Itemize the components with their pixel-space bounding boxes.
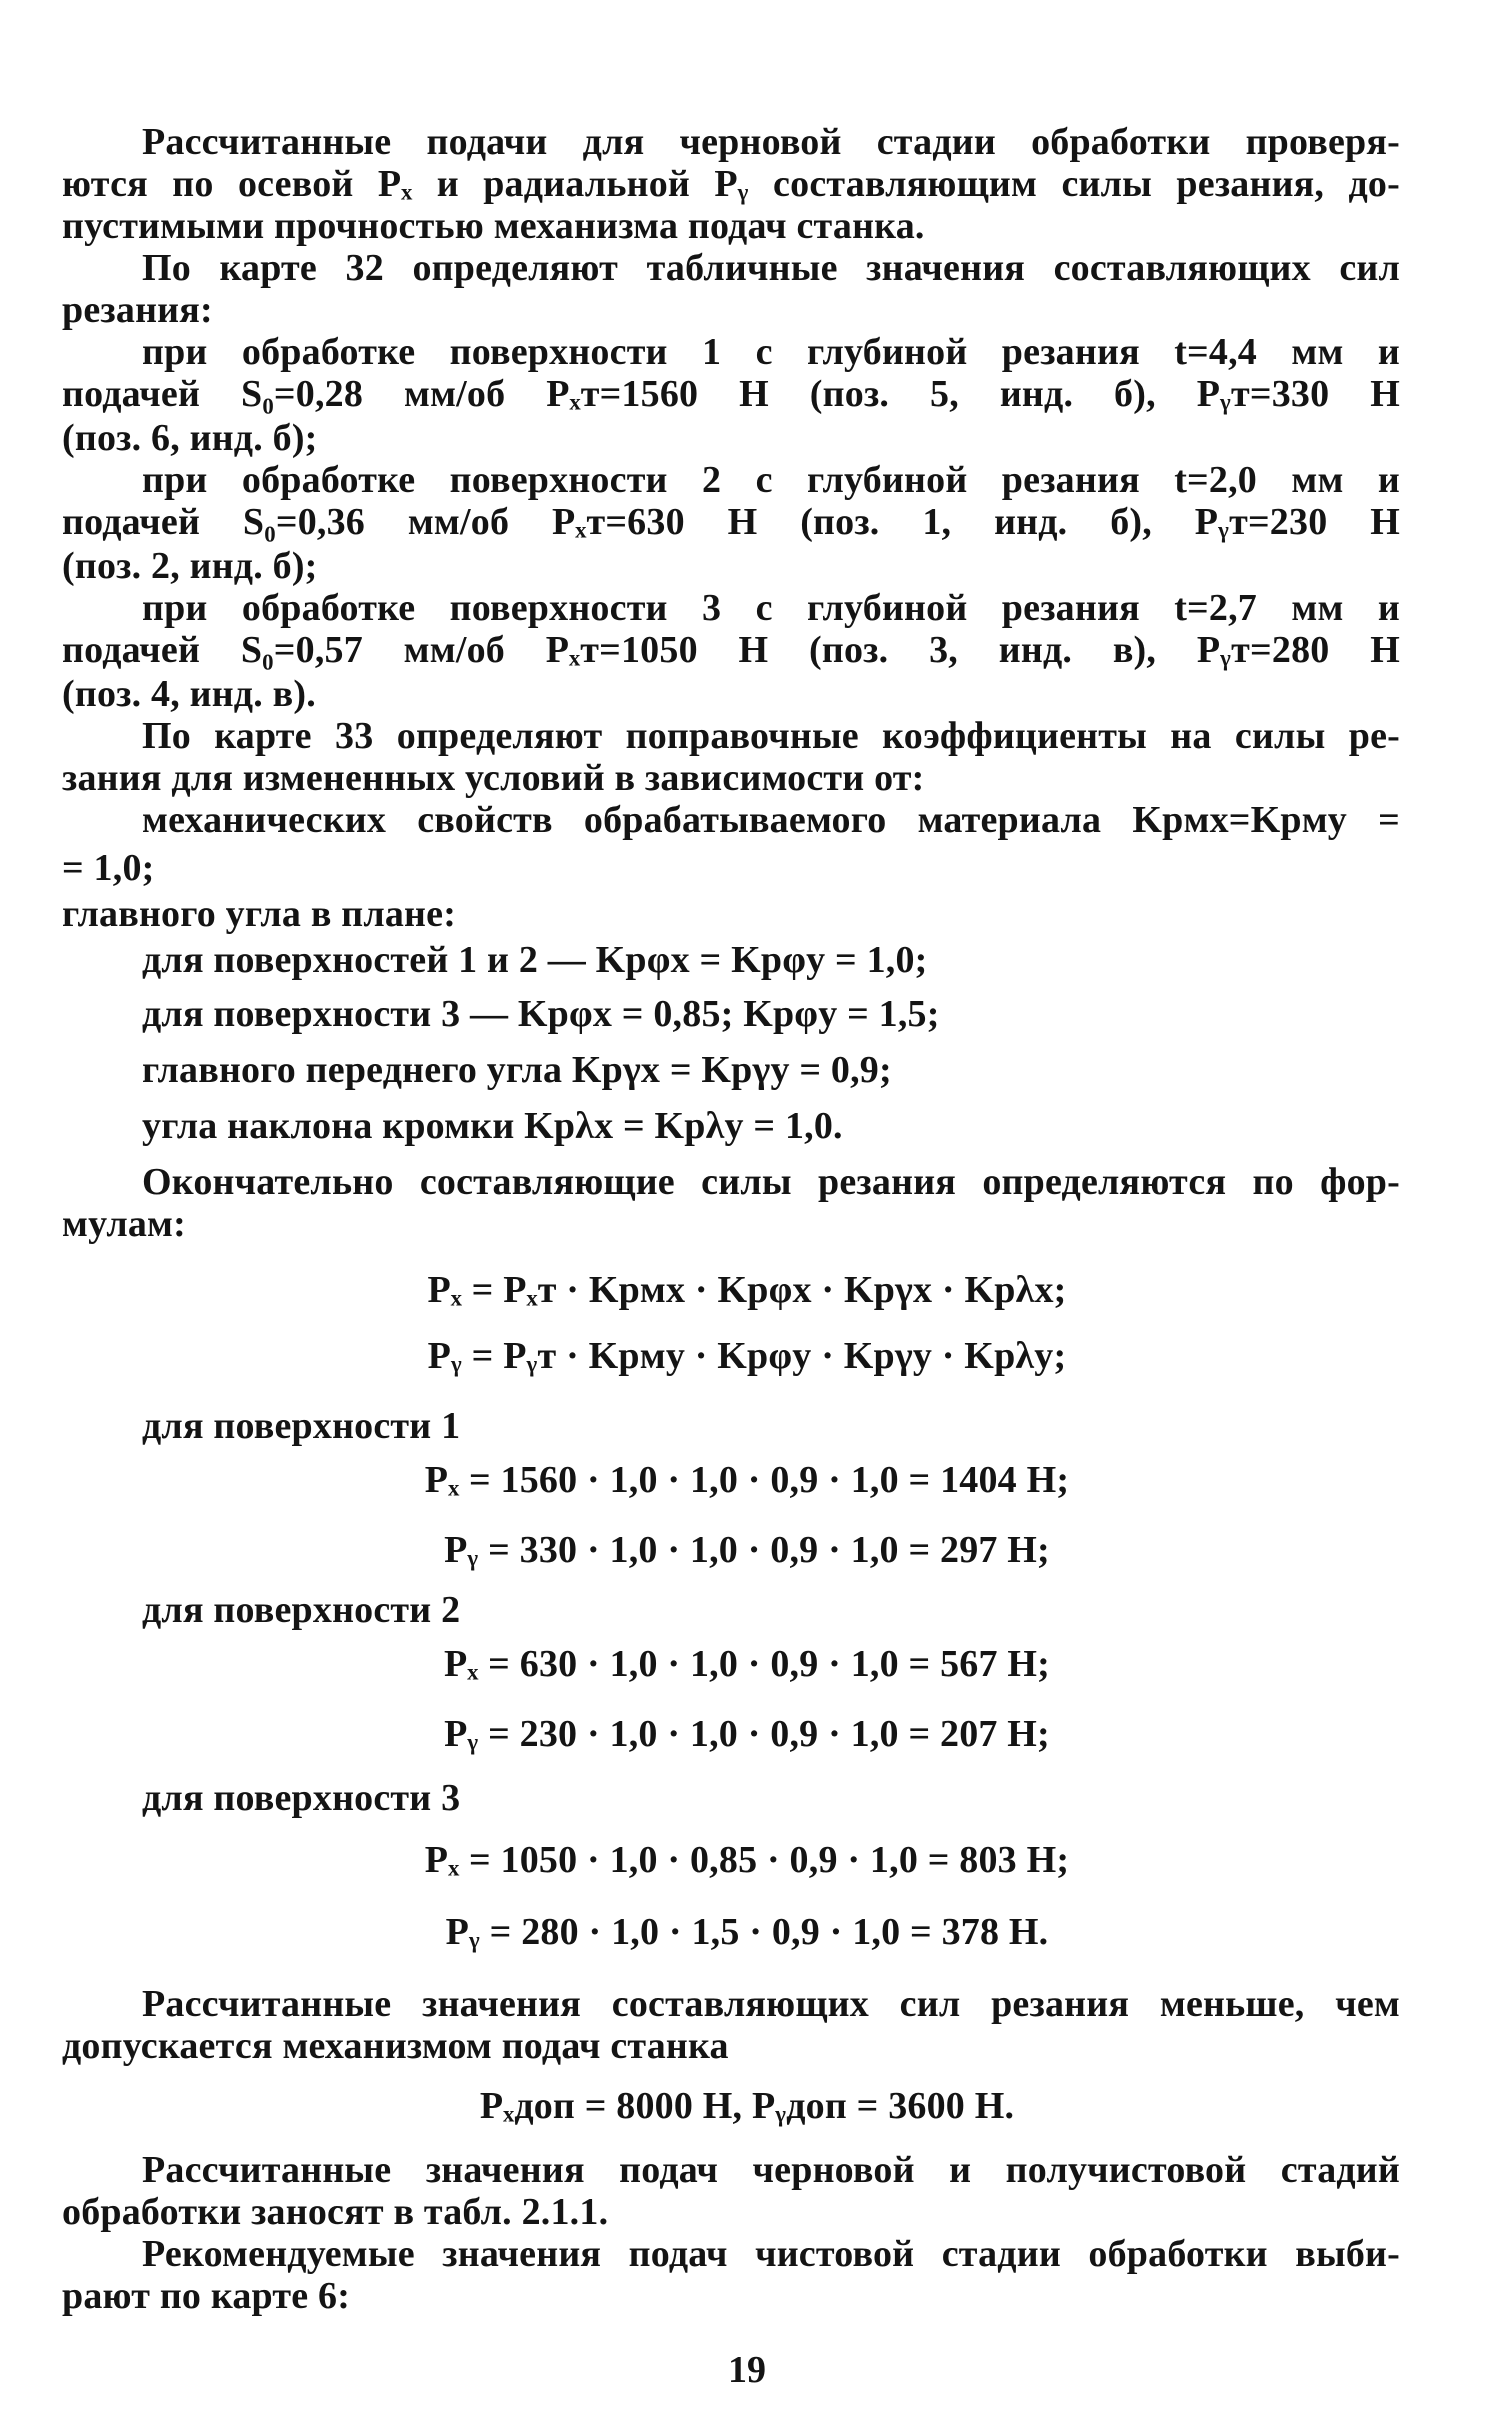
equation: Pₓ = 1050 · 1,0 · 0,85 · 0,9 · 1,0 = 803 Н; (424, 1839, 1070, 1881)
formula-px: Pₓ = Pₓт · Kpмx · Kpφx · Kpγx · Kpλx; (427, 1269, 1067, 1311)
text-line: резания: (62, 289, 213, 331)
text-line: зания для измененных условий в зависимости от: (62, 757, 925, 799)
text-line: пустимыми прочностью механизма подач станка. (62, 205, 925, 247)
text-line: подачей S₀=0,28 мм/об Pₓт=1560 Н (поз. 5, инд. б), Pᵧт=330 Н (62, 373, 1400, 415)
surface-heading: для поверхности 3 (142, 1777, 461, 1819)
text-line: для поверхностей 1 и 2 — Kpφx = Kpφy = 1,0; (142, 939, 928, 981)
surface-heading: для поверхности 2 (142, 1589, 461, 1631)
text-line: (поз. 6, инд. б); (62, 417, 318, 459)
text-line: Рассчитанные значения составляющих сил резания меньше, чем (142, 1983, 1400, 2025)
text-line: ются по осевой Pₓ и радиальной Pᵧ составляющим силы резания, до- (62, 163, 1400, 205)
equation: Pᵧ = 280 · 1,0 · 1,5 · 0,9 · 1,0 = 378 Н. (445, 1911, 1049, 1953)
text-line: мулам: (62, 1203, 186, 1245)
text-line: (поз. 4, инд. в). (62, 673, 316, 715)
text-line: По карте 33 определяют поправочные коэффициенты на силы ре- (142, 715, 1400, 757)
text-line: = 1,0; (62, 847, 155, 889)
text-line: при обработке поверхности 1 с глубиной резания t=4,4 мм и (142, 331, 1400, 373)
page-number: 19 (728, 2349, 766, 2391)
text-line: при обработке поверхности 3 с глубиной резания t=2,7 мм и (142, 587, 1400, 629)
text-line: угла наклона кромки Kpλx = Kpλy = 1,0. (142, 1105, 843, 1147)
text-line: По карте 32 определяют табличные значения составляющих сил (142, 247, 1400, 289)
text-line: подачей S₀=0,36 мм/об Pₓт=630 Н (поз. 1, инд. б), Pᵧт=230 Н (62, 501, 1400, 543)
text-line: при обработке поверхности 2 с глубиной резания t=2,0 мм и (142, 459, 1400, 501)
equation: Pₓ = 1560 · 1,0 · 1,0 · 0,9 · 1,0 = 1404 Н; (424, 1459, 1070, 1501)
text-line: рают по карте 6: (62, 2275, 351, 2317)
text-line: допускается механизмом подач станка (62, 2025, 729, 2067)
text-line: (поз. 2, инд. б); (62, 545, 318, 587)
equation: Pₓдоп = 8000 Н, Pᵧдоп = 3600 Н. (479, 2085, 1015, 2127)
text-line: Рассчитанные подачи для черновой стадии обработки проверя- (142, 121, 1400, 163)
text-line: для поверхности 3 — Kpφx = 0,85; Kpφy = 1,5; (142, 993, 940, 1035)
formula-py: Pᵧ = Pᵧт · Kpмy · Kpφy · Kpγy · Kpλy; (427, 1335, 1067, 1377)
text-line: Рассчитанные значения подач черновой и получистовой стадий (142, 2149, 1400, 2191)
text-line: главного переднего угла Kpγx = Kpγy = 0,9; (142, 1049, 892, 1091)
text-line: Окончательно составляющие силы резания определяются по фор- (142, 1161, 1400, 1203)
equation: Pᵧ = 230 · 1,0 · 1,0 · 0,9 · 1,0 = 207 Н; (444, 1713, 1050, 1755)
text-line: главного угла в плане: (62, 893, 457, 935)
text-line: обработки заносят в табл. 2.1.1. (62, 2191, 609, 2233)
text-line: подачей S₀=0,57 мм/об Pₓт=1050 Н (поз. 3, инд. в), Pᵧт=280 Н (62, 629, 1400, 671)
surface-heading: для поверхности 1 (142, 1405, 461, 1447)
equation: Pₓ = 630 · 1,0 · 1,0 · 0,9 · 1,0 = 567 Н; (444, 1643, 1050, 1685)
equation: Pᵧ = 330 · 1,0 · 1,0 · 0,9 · 1,0 = 297 Н; (444, 1529, 1050, 1571)
text-line: механических свойств обрабатываемого материала Kpмx=Kpмy = (142, 799, 1400, 841)
text-line: Рекомендуемые значения подач чистовой стадии обработки выби- (142, 2233, 1400, 2275)
